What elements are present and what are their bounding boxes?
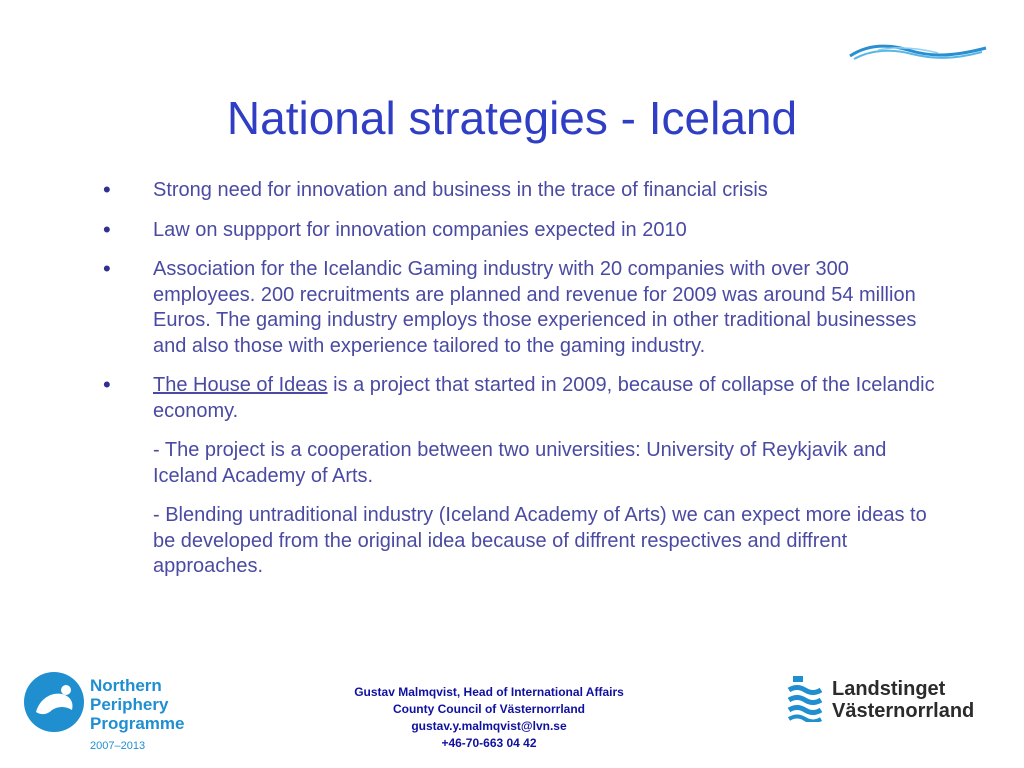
lv-line: Landstinget <box>832 678 946 700</box>
bullet-text: Strong need for innovation and business in the trace of financial crisis <box>153 179 768 201</box>
slide-title: National strategies - Iceland <box>226 92 798 144</box>
npp-line: Northern <box>90 676 162 695</box>
footer-contact <box>300 684 678 752</box>
sub-paragraph: - The project is a cooperation between two universities: University of Reykjavik and Iceland Academy of Arts. <box>153 439 887 487</box>
bullet-item <box>101 257 951 359</box>
lv-line: Västernorrland <box>832 700 975 722</box>
sub-paragraph: - Blending untraditional industry (Iceland Academy of Arts) we can expect more ideas to be developed from the original idea because of diffrent respectives and diffrent approaches. <box>153 504 927 577</box>
slide-body <box>101 178 951 594</box>
bullet-dot-icon: • <box>103 216 111 242</box>
landstinget-wordmark <box>832 678 974 722</box>
bullet-text: is a project that started in 2009, because of collapse of the Icelandic economy. <box>153 374 935 422</box>
bullet-text: Association for the Icelandic Gaming industry with 20 companies with over 300 employees. 200 recruitments are planned and revenue for 2009 was around 54 million Euros. The gaming industry employs those experienced in other traditional businesses and also those with experience tailored to the gaming industry. <box>153 258 917 357</box>
footer-organization: County Council of Västernorrland <box>392 702 585 716</box>
npp-years: 2007–2013 <box>90 740 146 752</box>
house-of-ideas-link[interactable]: The House of Ideas <box>153 374 328 396</box>
bullet-item <box>101 178 951 204</box>
bullet-item <box>101 373 951 424</box>
bullet-dot-icon: • <box>103 177 111 202</box>
footer-phone: +46-70-663 04 42 <box>441 736 537 750</box>
npp-line: Periphery <box>90 695 169 714</box>
footer-email: gustav.y.malmqvist@lvn.se <box>411 719 567 733</box>
landstinget-logo-icon <box>787 676 827 722</box>
bullet-dot-icon: • <box>103 256 111 281</box>
bullet-item <box>101 218 951 244</box>
npp-line: Programme <box>90 714 185 733</box>
wave-decoration <box>848 40 988 66</box>
npp-wordmark <box>90 676 184 733</box>
bullet-text: Law on suppport for innovation companies expected in 2010 <box>153 218 687 241</box>
footer-name: Gustav Malmqvist, Head of International Affairs <box>354 685 624 699</box>
bullet-dot-icon: • <box>103 372 111 397</box>
